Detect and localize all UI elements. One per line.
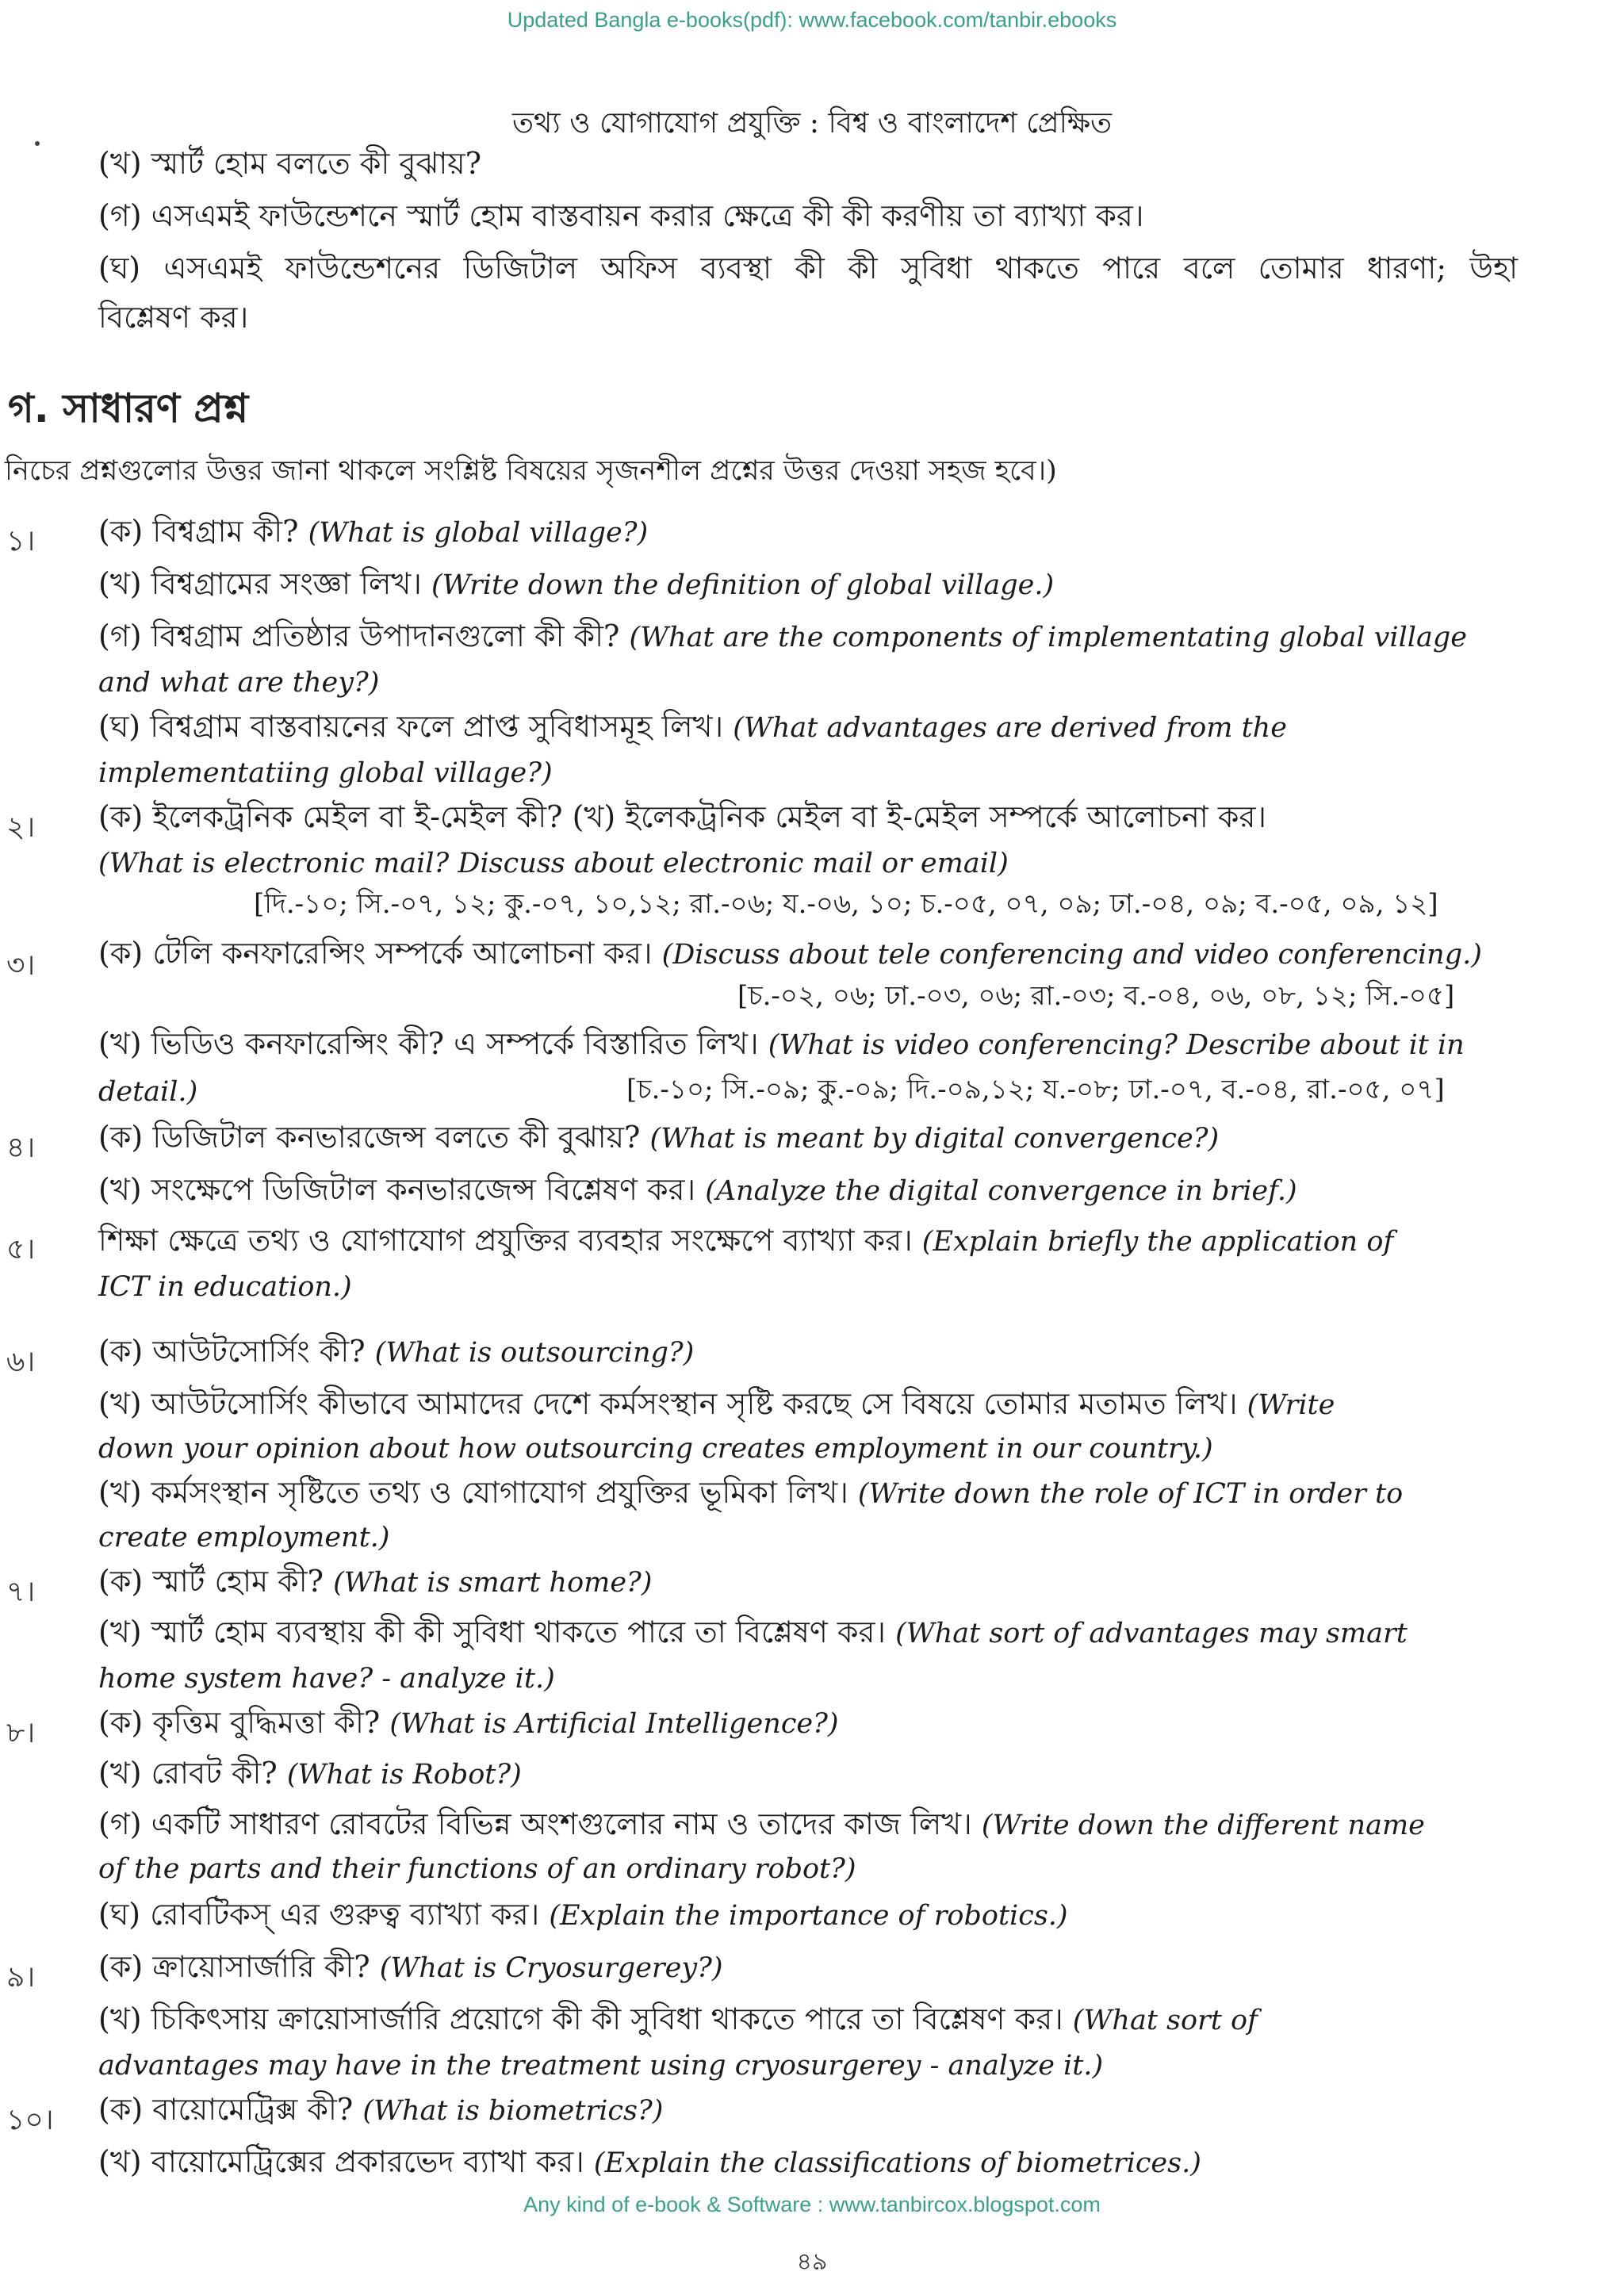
q2-bn: (ক) ইলেকট্রনিক মেইল বা ই-মেইল কী? (খ) ইলেকট্রনিক মেইল বা ই-মেইল সম্পর্কে আলোচনা কর।	[98, 799, 1266, 834]
q7-kha	[98, 1616, 1408, 1649]
q3-kha-en: (What is video conferencing? Describe about it in	[768, 1029, 1465, 1061]
q4-kha-bn: (খ) সংক্ষেপে ডিজিটাল কনভারজেন্স বিশ্লেষণ কর।	[98, 1172, 696, 1207]
q3-ka-en: (Discuss about tele conferencing and video conferencing.)	[661, 939, 1482, 971]
q7-ka	[98, 1565, 652, 1599]
q6-kha	[98, 1388, 1335, 1421]
q9-ka-bn: (ক) ক্রায়োসার্জারি কী?	[98, 1949, 370, 1984]
q10-ka-bn: (ক) বায়োমেট্রিক্স কী?	[98, 2092, 354, 2127]
q6-kha-bn: (খ) আউটসোর্সিং কীভাবে আমাদের দেশে কর্মসংস্থান সৃষ্টি করছে সে বিষয়ে তোমার মতামত লিখ।	[98, 1386, 1238, 1421]
q4-ka	[98, 1121, 1219, 1155]
question-number: ৭।	[6, 1576, 36, 1608]
q8-kha	[98, 1757, 522, 1791]
scan-dot	[35, 141, 40, 146]
q9-kha-bn: (খ) চিকিৎসায় ক্রায়োসার্জারি প্রয়োগে কী কী সুবিধা থাকতে পারে তা বিশ্লেষণ কর।	[98, 2001, 1063, 2036]
q1-kha-bn: (খ) বিশ্বগ্রামের সংজ্ঞা লিখ।	[98, 566, 422, 601]
question-number: ৩।	[6, 949, 36, 982]
q1-gha-cont: implementatiing global village?)	[98, 757, 553, 789]
q4-ka-bn: (ক) ডিজিটাল কনভারজেন্স বলতে কী বুঝায়?	[98, 1120, 641, 1155]
section-intro: নিচের প্রশ্নগুলোর উত্তর জানা থাকলে সংশ্লিষ্ট বিষয়ের সৃজনশীল প্রশ্নের উত্তর দেওয়া সহজ হবে।)	[5, 455, 1057, 487]
q6-kha2	[98, 1477, 1403, 1510]
q3-kha-bn: (খ) ভিডিও কনফারেন্সিং কী? এ সম্পর্কে বিস্তারিত লিখ।	[98, 1026, 759, 1061]
q9-kha	[98, 2003, 1258, 2036]
q6-ka	[98, 1335, 694, 1369]
q2-en: (What is electronic mail? Discuss about electronic mail or email)	[98, 848, 1009, 879]
page-number: ৪৯	[796, 2248, 828, 2276]
prev-question-gha-cont: বিশ্লেষণ কর।	[98, 300, 249, 335]
q8-ka	[98, 1707, 839, 1740]
q1-ga	[98, 620, 1467, 653]
q8-ga-en: (Write down the different name	[981, 1810, 1425, 1841]
q9-kha-en: (What sort of	[1072, 2005, 1258, 2036]
bottom-watermark-link[interactable]: Any kind of e-book & Software : www.tanbircox.blogspot.com	[523, 2193, 1101, 2216]
q4-ka-en: (What is meant by digital convergence?)	[649, 1123, 1220, 1155]
q8-ga-bn: (গ) একটি সাধারণ রোবটের বিভিন্ন অংশগুলোর নাম ও তাদের কাজ লিখ।	[98, 1806, 972, 1841]
q10-kha-bn: (খ) বায়োমেট্রিক্সের প্রকারভেদ ব্যাখা কর।	[98, 2144, 584, 2179]
q1-ka	[98, 515, 648, 549]
q7-ka-en: (What is smart home?)	[333, 1567, 653, 1599]
q9-ka	[98, 1951, 723, 1984]
q10-kha-en: (Explain the classifications of biometrices.)	[593, 2147, 1201, 2179]
q1-ga-bn: (গ) বিশ্বগ্রাম প্রতিষ্ঠার উপাদানগুলো কী কী?	[98, 619, 620, 653]
section-heading: গ. সাধারণ প্রশ্ন	[8, 385, 249, 431]
q1-kha	[98, 568, 1054, 601]
q8-ka-bn: (ক) কৃত্তিম বুদ্ধিমত্তা কী?	[98, 1705, 381, 1740]
q8-gha	[98, 1898, 1068, 1932]
q10-ka-en: (What is biometrics?)	[362, 2095, 664, 2127]
q7-ka-bn: (ক) স্মার্ট হোম কী?	[98, 1564, 324, 1599]
q8-ga-cont: of the parts and their functions of an ordinary robot?)	[98, 1853, 856, 1885]
prev-question-ga: (গ) এসএমই ফাউন্ডেশনে স্মার্ট হোম বাস্তবায়ন করার ক্ষেত্রে কী কী করণীয় তা ব্যাখ্যা কর।	[98, 198, 1144, 233]
question-number: ৯।	[6, 1961, 36, 1994]
running-head: তথ্য ও যোগাযোগ প্রযুক্তি : বিশ্ব ও বাংলাদেশ প্রেক্ষিত	[511, 107, 1113, 140]
q3-ka-bn: (ক) টেলি কনফারেন্সিং সম্পর্কে আলোচনা কর।	[98, 936, 653, 971]
q1-gha-en: (What advantages are derived from the	[733, 712, 1287, 744]
q7-kha-cont: home system have? - analyze it.)	[98, 1663, 555, 1695]
q3-kha-cont: detail.)	[98, 1076, 198, 1108]
q8-ka-en: (What is Artificial Intelligence?)	[389, 1708, 839, 1740]
q1-ka-bn: (ক) বিশ্বগ্রাম কী?	[98, 514, 299, 549]
q6-kha2-cont: create employment.)	[98, 1522, 390, 1553]
q8-gha-bn: (ঘ) রোবটিকস্ এর গুরুত্ব ব্যাখ্যা কর।	[98, 1897, 540, 1932]
q6-kha-en: (Write	[1247, 1389, 1335, 1421]
q9-ka-en: (What is Cryosurgerey?)	[379, 1952, 723, 1984]
question-number: ৮।	[6, 1717, 36, 1749]
q3-ka-board-ref: [চ.-০২, ০৬; ঢা.-০৩, ০৬; রা.-০৩; ব.-০৪, ০৬, ০৮, ১২; সি.-০৫]	[737, 980, 1455, 1012]
q7-kha-bn: (খ) স্মার্ট হোম ব্যবস্থায় কী কী সুবিধা থাকতে পারে তা বিশ্লেষণ কর।	[98, 1615, 886, 1649]
q1-ga-en: (What are the components of implementating global village	[629, 622, 1467, 653]
question-number: ৬।	[6, 1346, 36, 1378]
question-number: ১০।	[6, 2104, 54, 2136]
q9-kha-cont: advantages may have in the treatment using cryosurgerey - analyze it.)	[98, 2050, 1104, 2082]
q6-kha2-bn: (খ) কর্মসংস্থান সৃষ্টিতে তথ্য ও যোগাযোগ প্রযুক্তির ভূমিকা লিখ।	[98, 1475, 848, 1510]
q3-kha	[98, 1028, 1465, 1061]
q5-bn: শিক্ষা ক্ষেত্রে তথ্য ও যোগাযোগ প্রযুক্তির ব্যবহার সংক্ষেপে ব্যাখ্যা কর।	[98, 1223, 913, 1258]
q6-ka-en: (What is outsourcing?)	[374, 1337, 695, 1369]
q5-text	[98, 1224, 1393, 1258]
q10-kha	[98, 2146, 1201, 2179]
prev-question-kha: (খ) স্মার্ট হোম বলতে কী বুঝায়?	[98, 146, 482, 181]
question-number: ৪।	[6, 1132, 36, 1164]
q2-board-ref: [দি.-১০; সি.-০৭, ১২; কু.-০৭, ১০,১২; রা.-০৬; য.-০৬, ১০; চ.-০৫, ০৭, ০৯; ঢা.-০৪, ০৯; ব.-০৫, ০৯, ১২]	[254, 888, 1438, 920]
q4-kha	[98, 1174, 1297, 1207]
q3-ka	[98, 937, 1482, 971]
q1-ka-en: (What is global village?)	[308, 517, 649, 549]
q8-kha-en: (What is Robot?)	[286, 1759, 522, 1791]
q3-kha-board-ref: [চ.-১০; সি.-০৯; কু.-০৯; দি.-০৯,১২; য.-০৮; ঢা.-০৭, ব.-০৪, রা.-০৫, ০৭]	[626, 1074, 1445, 1105]
q6-kha-cont: down your opinion about how outsourcing creates employment in our country.)	[98, 1433, 1213, 1465]
q1-gha-bn: (ঘ) বিশ্বগ্রাম বাস্তবায়নের ফলে প্রাপ্ত সুবিধাসমূহ লিখ।	[98, 709, 724, 744]
q8-ga	[98, 1808, 1425, 1841]
question-number: ১।	[6, 525, 36, 557]
q6-kha2-en: (Write down the role of ICT in order to	[857, 1478, 1404, 1510]
q1-ga-cont: and what are they?)	[98, 667, 380, 699]
q1-gha	[98, 711, 1287, 744]
q6-ka-bn: (ক) আউটসোর্সিং কী?	[98, 1334, 366, 1369]
prev-question-gha: (ঘ) এসএমই ফাউন্ডেশনের ডিজিটাল অফিস ব্যবস্থা কী কী সুবিধা থাকতে পারে বলে তোমার ধারণা; উহা	[98, 251, 1518, 285]
q7-kha-en: (What sort of advantages may smart	[895, 1618, 1408, 1649]
q10-ka	[98, 2093, 663, 2127]
question-number: ৫।	[6, 1233, 36, 1266]
top-watermark-link[interactable]: Updated Bangla e-books(pdf): www.facebook.com/tanbir.ebooks	[507, 8, 1117, 32]
q5-en: (Explain briefly the application of	[921, 1226, 1394, 1258]
question-number: ২।	[6, 811, 36, 844]
q4-kha-en: (Analyze the digital convergence in brief.)	[705, 1175, 1297, 1207]
q5-cont: ICT in education.)	[98, 1271, 352, 1303]
q8-kha-bn: (খ) রোবট কী?	[98, 1756, 278, 1791]
q8-gha-en: (Explain the importance of robotics.)	[549, 1900, 1068, 1932]
q1-kha-en: (Write down the definition of global village.)	[431, 569, 1055, 601]
